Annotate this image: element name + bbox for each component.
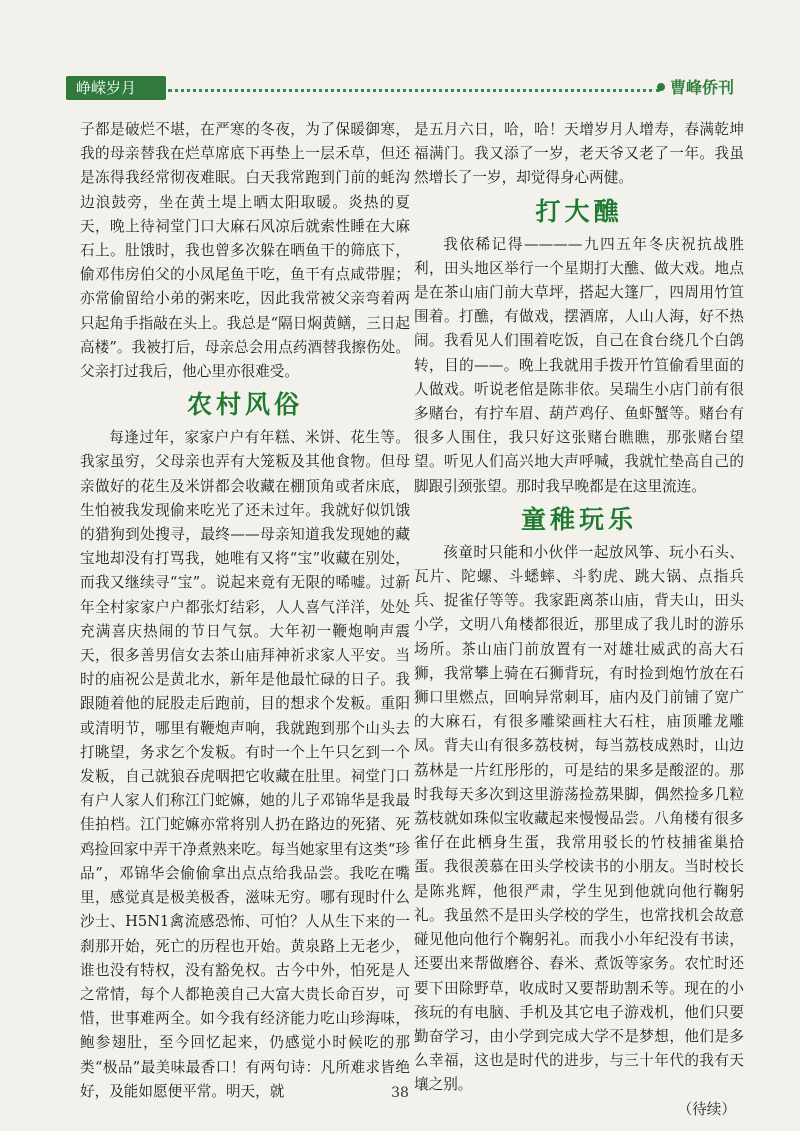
section-tag: 峥嵘岁月 bbox=[66, 76, 166, 100]
left-column bbox=[80, 118, 410, 1104]
paragraph: 我依稀记得————九四五年冬庆祝抗战胜利，田头地区举行一个星期打大醮、做大戏。地点是在茶山庙门前大草坪，搭起大篷厂，四周用竹笪围着。打醮，有做戏，摆酒席，人山人海，好不热闹。我看见人们围着吃饭，自己在食台绕几个白鸽转，目的——。晚上我就用手拨开竹笪偷看里面的人做戏。听说老倌是陈非依。吴瑞生小店门前有很多赌台，有拧车眉、葫芦鸡仔、鱼虾蟹等。赌台有很多人围住，我只好这张赌台瞧瞧，那张赌台望望。听见人们高兴地大声呼喊，我就忙垫高自己的脚跟引颈张望。那时我早晚都是在这里流连。 bbox=[414, 235, 744, 495]
paragraph: 孩童时只能和小伙伴一起放风筝、玩小石头、瓦片、陀螺、斗蟋蟀、斗豹虎、跳大锅、点指兵兵、捉雀仔等等。我家距离茶山庙，背夫山，田头小学，文明八角楼都很近，那里成了我儿时的游乐场所。茶山庙门前放置有一对雄壮威武的高大石狮，我常攀上骑在石狮背玩，有时捡到炮竹放在石狮口里燃点，回响异常刺耳，庙内及门前铺了宽广的大麻石，有很多雕梁画柱大石柱，庙顶雕龙雕凤。背夫山有很多荔枝树，每当荔枝成熟时，山边荔林是一片红彤彤的，可是结的果多是酸涩的。那时我每天多次到这里游荡捡荔果脚，偶然捡多几粒荔枝就如珠似宝收藏起来慢慢品尝。八角楼有很多雀仔在此栖身生蛋，我常用驳长的竹枝捕雀巢拾蛋。我很羡慕在田头学校读书的小朋友。当时校长是陈兆辉，他很严肃，学生见到他就向他行鞠躬礼。我虽然不是田头学校的学生，也常找机会故意碰见他向他行个鞠躬礼。而我小小年纪没有书读，还要出来帮做磨谷、舂米、煮饭等家务。农忙时还要下田除野草，收成时又要帮助割禾等。现在的小孩玩的有电脑、手机及其它电子游戏机，他们只要勤奋学习，由小学到完成大学不是梦想，他们是多么幸福，这也是时代的进步，与三十年代的我有天壤之别。 bbox=[414, 543, 744, 1094]
page-header bbox=[0, 62, 800, 102]
section-title-rural-customs: 农村风俗 bbox=[186, 390, 303, 420]
publication-title: 曹峰侨刊 bbox=[669, 78, 734, 97]
right-column bbox=[414, 118, 744, 1122]
section-title-festival: 打大醮 bbox=[535, 196, 623, 226]
paragraph: 子都是破烂不堪，在严寒的冬夜，为了保暖御寒，我的母亲替我在烂草席底下再垫上一层禾草，但还是冻得我经常彻夜难眠。白天我常跑到门前的蚝沟边浪鼓旁，坐在黄土堤上晒太阳取暖。炎热的夏天，晚上待祠堂门口大麻石风凉后就索性睡在大麻石上。肚饿时，我也曾多次躲在晒鱼干的筛底下，偷邓伟房伯父的小凤尾鱼干吃，鱼干有点咸带腥；亦常偷留给小弟的粥来吃，因此我常被父亲弯着两只起角手指敲在头上。我总是“隔日焖黄鳝，三日起高楼”。我被打后，母亲总会用点药酒替我擦伤处。父亲打过我后，他心里亦很难受。 bbox=[80, 121, 410, 381]
paragraph: 是五月六日，哈，哈！天增岁月人增寿，春满乾坤福满门。我又添了一岁，老天爷又老了一年。我虽然增长了一岁，却觉得身心两健。 bbox=[414, 121, 744, 187]
section-title-childhood-play: 童稚玩乐 bbox=[520, 504, 637, 534]
bullet-icon bbox=[657, 83, 665, 91]
header-dotted-rule bbox=[168, 89, 660, 92]
publication-name bbox=[657, 76, 734, 100]
paragraph: 每逢过年，家家户户有年糕、米饼、花生等。我家虽穷，父母亲也弄有大笼粄及其他食物。但母亲做好的花生及米饼都会收藏在棚顶角或者床底，生怕被我发现偷来吃光了还未过年。我就好似饥饿的猎狗到处搜寻，最终——母亲知道我发现她的藏宝地却没有打骂我，她唯有又将“宝”收藏在别处，而我又继续寻“宝”。说起来竟有无限的唏嘘。过新年全村家家户户都张灯结彩，人人喜气洋洋，处处充满喜庆热闹的节日气氛。大年初一鞭炮响声震天，很多善男信女去茶山庙拜神祈求家人平安。当时的庙祝公是黄北水，新年是他最忙碌的日子。我跟随着他的屁股走后跑前，目的想求个发粄。重阳或清明节，哪里有鞭炮声响，我就跑到那个山头去打眺望，务求乞个发粄。有时一个上午只乞到一个发粄，自己就狼吞虎咽把它收藏在肚里。祠堂门口有户人家人们称江门蛇嫲，她的儿子邓锦华是我最佳拍档。江门蛇嫲亦常将别人扔在路边的死猪、死鸡捡回家中弄干净煮熟来吃。每当她家里有这类“珍品”，邓锦华会偷偷拿出点点给我品尝。我吃在嘴里，感觉真是极美极香，滋味无穷。哪有现时什么沙士、H5N1禽流感恐怖、可怕？人从生下来的一刹那开始，死亡的历程也开始。黄泉路上无老少，谁也没有特权，没有豁免权。古今中外，怕死是人之常情，每个人都艳羡自己大富大贵长命百岁，可惜，世事难两全。如今我有经济能力吃山珍海味，鲍参翅肚，至今回忆起来，仍感觉小时候吃的那类“极品”最美味最香口！有两句诗：凡所难求皆绝好，及能如愿便平常。明天，就 bbox=[80, 429, 410, 1100]
to-be-continued: （待续） bbox=[677, 1100, 736, 1118]
page-number: 38 bbox=[391, 1085, 409, 1101]
